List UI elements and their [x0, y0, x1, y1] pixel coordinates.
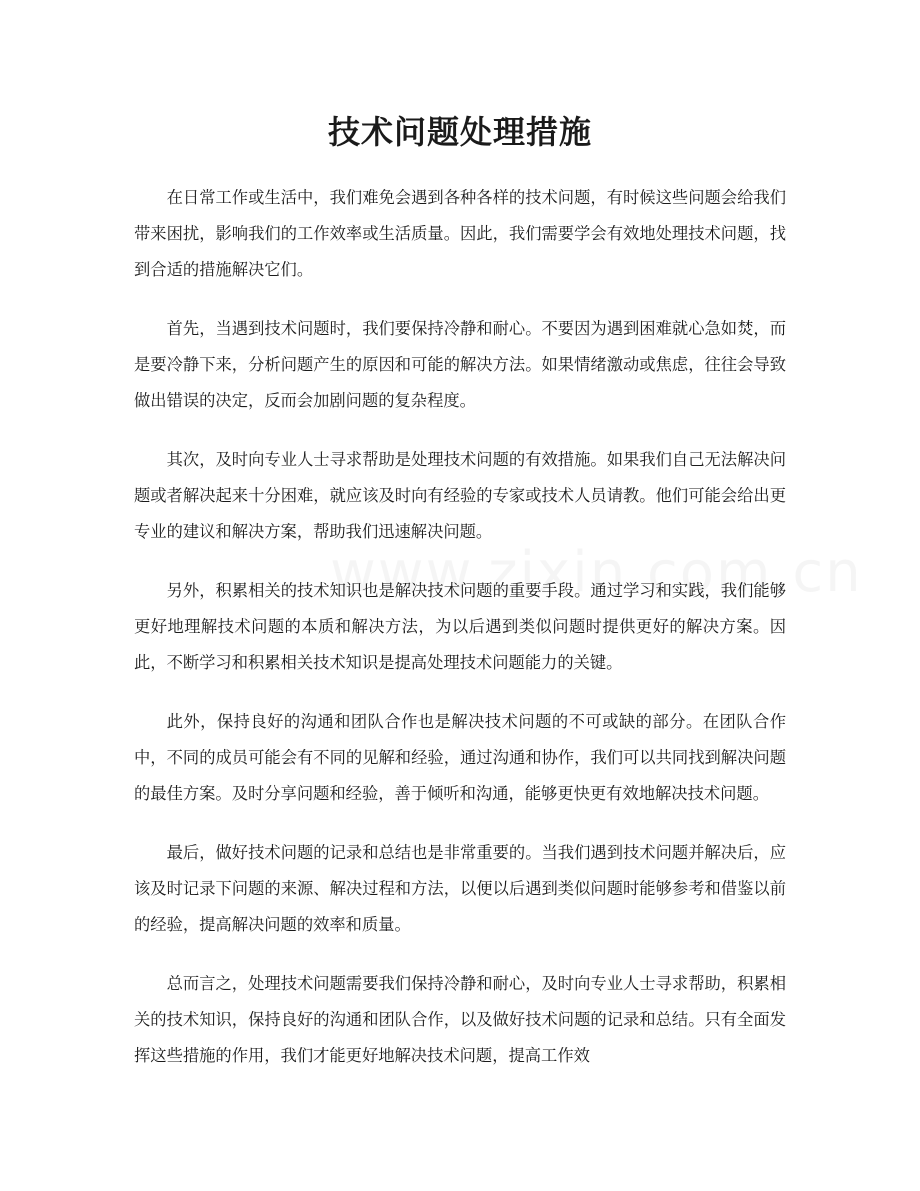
paragraph-conclusion: 总而言之，处理技术问题需要我们保持冷静和耐心，及时向专业人士寻求帮助，积累相关的技术知识，保持良好的沟通和团队合作，以及做好技术问题的记录和总结。只有全面发挥这些措施的作用，我们才能更好地解决技术问题，提高工作效	[134, 974, 786, 1065]
paragraph-first: 首先，当遇到技术问题时，我们要保持冷静和耐心。不要因为遇到困难就心急如焚，而是要冷静下来，分析问题产生的原因和可能的解决方法。如果情绪激动或焦虑，往往会导致做出错误的决定，反而会加剧问题的复杂程度。	[134, 319, 786, 410]
paragraph-third: 另外，积累相关的技术知识也是解决技术问题的重要手段。通过学习和实践，我们能够更好地理解技术问题的本质和解决方法，为以后遇到类似问题时提供更好的解决方案。因此，不断学习和积累相关技术知识是提高处理技术问题能力的关键。	[134, 581, 786, 672]
document-body	[134, 180, 786, 1097]
paragraph-intro: 在日常工作或生活中，我们难免会遇到各种各样的技术问题，有时候这些问题会给我们带来困扰，影响我们的工作效率或生活质量。因此，我们需要学会有效地处理技术问题，找到合适的措施解决它们。	[134, 188, 786, 279]
paragraph-second: 其次，及时向专业人士寻求帮助是处理技术问题的有效措施。如果我们自己无法解决问题或者解决起来十分困难，就应该及时向有经验的专家或技术人员请教。他们可能会给出更专业的建议和解决方案，帮助我们迅速解决问题。	[134, 450, 786, 541]
document-title: 技术问题处理措施	[327, 113, 592, 151]
paragraph-fifth: 最后，做好技术问题的记录和总结也是非常重要的。当我们遇到技术问题并解决后，应该及时记录下问题的来源、解决过程和方法，以便以后遇到类似问题时能够参考和借鉴以前的经验，提高解决问题的效率和质量。	[134, 843, 786, 934]
paragraph-fourth: 此外，保持良好的沟通和团队合作也是解决技术问题的不可或缺的部分。在团队合作中，不同的成员可能会有不同的见解和经验，通过沟通和协作，我们可以共同找到解决问题的最佳方案。及时分享问题和经验，善于倾听和沟通，能够更快更有效地解决技术问题。	[134, 712, 786, 803]
